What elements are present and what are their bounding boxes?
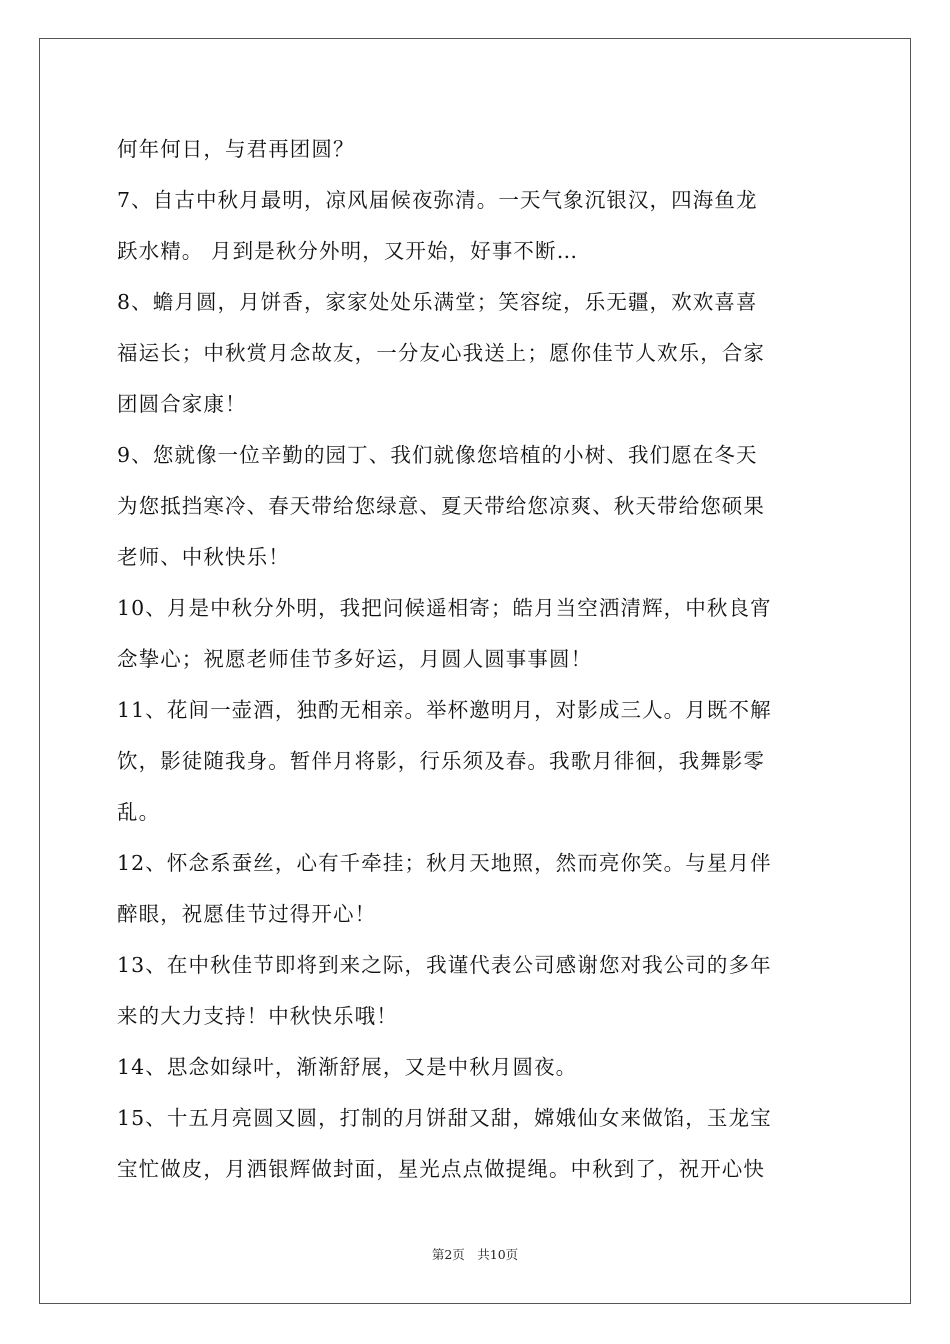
text-line: 来的大力支持！中秋快乐哦！: [117, 1004, 398, 1028]
text-line: 醉眼，祝愿佳节过得开心！: [117, 902, 377, 926]
page-number-footer: 第2页 共10页: [431, 1247, 519, 1262]
text-line: 9、您就像一位辛勤的园丁、我们就像您培植的小树、我们愿在冬天: [117, 443, 758, 467]
document-body: [117, 124, 837, 1195]
text-line: 13、在中秋佳节即将到来之际，我谨代表公司感谢您对我公司的多年: [117, 953, 772, 977]
text-line: 乱。: [117, 800, 161, 824]
text-line: 为您抵挡寒冷、春天带给您绿意、夏天带给您凉爽、秋天带给您硕果: [117, 494, 765, 518]
text-line: 饮，影徒随我身。暂伴月将影，行乐须及春。我歌月徘徊，我舞影零: [117, 749, 765, 773]
text-line: 7、自古中秋月最明，凉风届候夜弥清。一天气象沉银汉，四海鱼龙: [117, 188, 758, 212]
text-line: 14、思念如绿叶，渐渐舒展，又是中秋月圆夜。: [117, 1055, 578, 1079]
text-line: 15、十五月亮圆又圆，打制的月饼甜又甜，嫦娥仙女来做馅，玉龙宝: [117, 1106, 772, 1130]
text-line: 10、月是中秋分外明，我把问候遥相寄；皓月当空洒清辉，中秋良宵: [117, 596, 772, 620]
text-line: 老师、中秋快乐！: [117, 545, 290, 569]
text-line: 团圆合家康！: [117, 392, 247, 416]
text-line: 12、怀念系蚕丝，心有千牵挂；秋月天地照，然而亮你笑。与星月伴: [117, 851, 772, 875]
text-line: 跃水精。 月到是秋分外明，又开始，好事不断…: [117, 239, 579, 263]
text-line: 8、蟾月圆，月饼香，家家处处乐满堂；笑容绽，乐无疆，欢欢喜喜: [117, 290, 758, 314]
text-line: 念挚心；祝愿老师佳节多好运，月圆人圆事事圆！: [117, 647, 593, 671]
text-line: 何年何日，与君再团圆？: [117, 137, 355, 161]
text-line: 11、花间一壶酒，独酌无相亲。举杯邀明月，对影成三人。月既不解: [117, 698, 772, 722]
text-line: 福运长；中秋赏月念故友，一分友心我送上；愿你佳节人欢乐，合家: [117, 341, 765, 365]
text-line: 宝忙做皮，月洒银辉做封面，星光点点做提绳。中秋到了，祝开心快: [117, 1157, 765, 1181]
